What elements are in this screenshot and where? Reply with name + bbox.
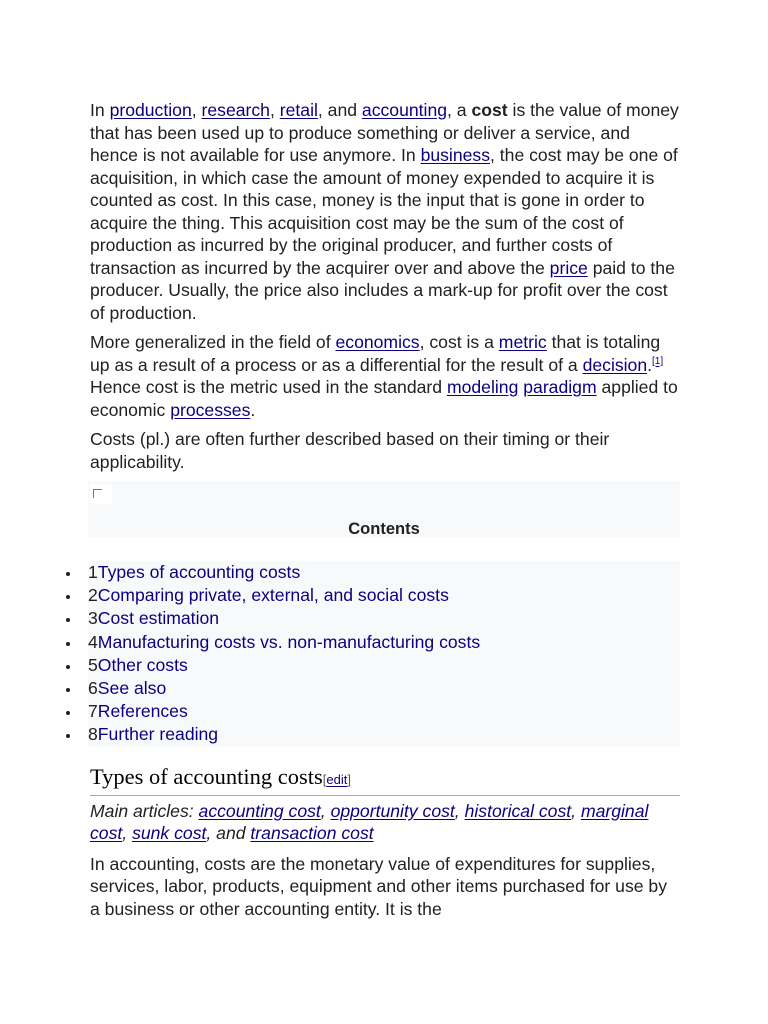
text: , [320,800,331,821]
toc-toggle-icon[interactable] [90,484,112,504]
toc-number: 6 [88,678,98,699]
toc-item[interactable] [88,700,680,723]
toc-number: 5 [88,654,98,675]
link-production[interactable]: production [109,100,192,120]
link-opportunity-cost[interactable]: opportunity cost [330,800,455,821]
text: , a [447,100,472,120]
edit-link[interactable]: edit [326,771,348,787]
accounting-paragraph: In accounting, costs are the monetary value of expenditures for supplies, services, labor, products, equipment and other items purchased for use by a business or other accounting entity. It is the [90,853,667,919]
toc-link[interactable]: See also [97,678,167,699]
link-paradigm[interactable]: paradigm [523,377,597,397]
link-sunk-cost[interactable]: sunk cost [132,823,207,844]
link-accounting[interactable]: accounting [361,100,448,120]
link-business[interactable]: business [420,145,491,165]
link-price[interactable]: price [549,257,588,278]
toc-title: Contents [348,520,420,538]
toc-link[interactable]: Types of accounting costs [97,562,301,582]
toc-item[interactable] [88,584,680,607]
link-research[interactable]: research [201,100,270,120]
link-historical-cost[interactable]: historical cost [464,800,572,821]
text: , [571,800,581,821]
toc-item[interactable] [88,677,680,700]
text: , and [317,100,362,120]
toc-number: 4 [88,631,98,652]
text: Hence cost is the metric used in the standard [90,377,447,397]
toc-link[interactable]: References [97,701,188,722]
table-of-contents [88,481,680,747]
text: , and [206,823,251,844]
text: applied to economic [90,377,678,420]
text: In [90,100,110,120]
text: , cost is a [419,332,499,352]
text: , [454,800,465,821]
text: paid to the producer. Usually, the price also includes a mark-up for profit over the cost of production. [90,257,675,323]
link-marginal-cost[interactable]: marginal cost [90,800,649,844]
text: , [122,823,133,844]
toc-list [88,561,680,747]
timing-paragraph: Costs (pl.) are often further described based on their timing or their applicability. [90,429,610,472]
bracket: ] [347,771,351,787]
generalization-paragraph [90,331,680,421]
article-content [90,99,680,920]
bracket: [ [322,771,327,787]
link-modeling[interactable]: modeling [446,377,519,397]
text: . [250,399,256,420]
toc-divider [58,537,680,561]
toc-item[interactable] [88,607,680,630]
toc-link[interactable]: Comparing private, external, and social costs [97,585,449,606]
link-retail[interactable]: retail [279,100,318,120]
reference-superscript [652,356,663,367]
toc-number: 2 [88,585,98,606]
text: More generalized in the field of [90,332,336,352]
link-economics[interactable]: economics [335,332,420,352]
section-heading [90,764,680,796]
toc-header [88,481,680,537]
link-processes[interactable]: processes [170,399,251,420]
text: , the cost may be one of acquisition, in which case the amount of money expended to acquire it is counted as cost. In this case, money is the input that is gone in order to acquire the thing. This acquisition cost may be the sum of the cost of production as incurred by the original producer, and further costs of transaction as incurred by the acquirer over and above the [90,145,678,278]
toc-link[interactable]: Further reading [97,724,219,745]
text: , [269,100,280,120]
toc-link[interactable]: Cost estimation [97,608,220,629]
reference-link-1[interactable]: [1] [652,355,664,367]
toc-number: 7 [88,701,98,722]
toc-number: 3 [88,608,98,629]
text: Main articles: [90,800,199,821]
toc-number: 1 [88,562,98,582]
toc-item[interactable] [88,631,680,654]
link-transaction-cost[interactable]: transaction cost [250,823,374,844]
link-metric[interactable]: metric [498,332,547,352]
link-decision[interactable]: decision [582,354,648,375]
main-articles-hatnote [90,800,680,845]
toc-number: 8 [88,724,98,745]
bold-term-cost: cost [471,100,508,120]
toc-item[interactable] [88,561,680,584]
text: is the value of money that has been used up to produce something or deliver a service, and hence is not available for use anymore. In [90,100,679,165]
toc-item[interactable] [88,723,680,746]
toc-item[interactable] [88,654,680,677]
intro-paragraph [90,99,680,324]
toc-link[interactable]: Manufacturing costs vs. non-manufacturing costs [97,631,481,652]
link-accounting-cost[interactable]: accounting cost [198,800,321,821]
toc-link[interactable]: Other costs [97,654,188,675]
text: that is totaling up as a result of a process or as a differential for the result of a [90,332,661,375]
text: . [647,354,653,375]
section-heading-text: Types of accounting costs [90,763,323,789]
edit-section [323,772,351,787]
text: , [191,100,202,120]
